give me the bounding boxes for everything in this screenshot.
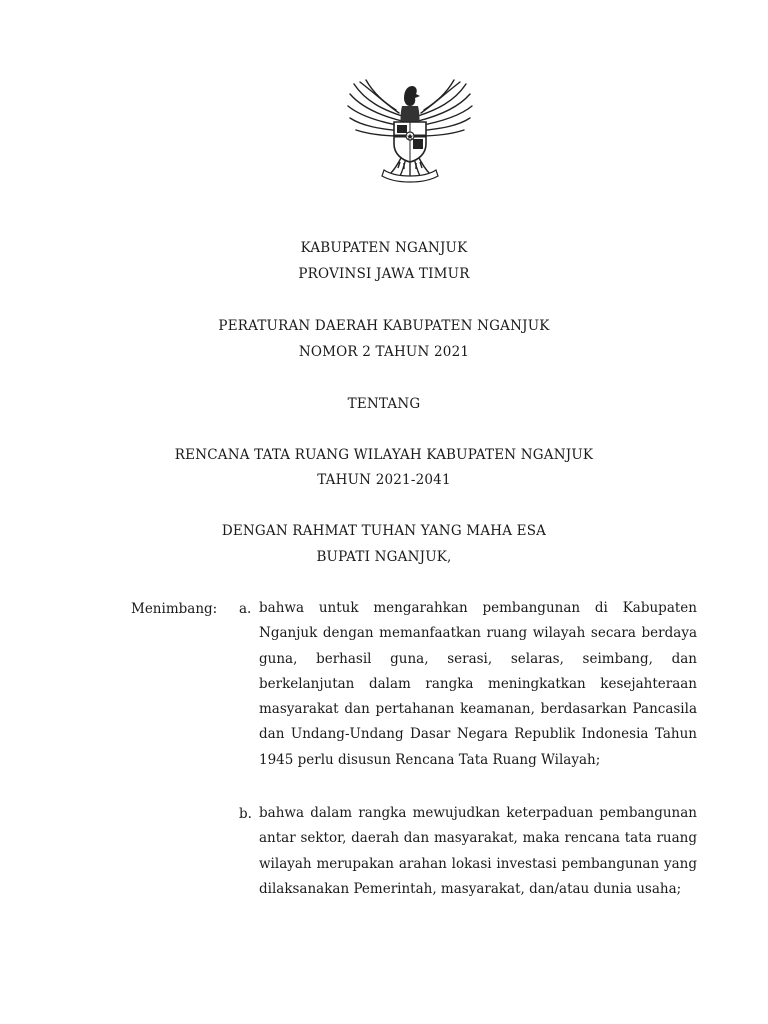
province-title: PROVINSI JAWA TIMUR bbox=[298, 266, 470, 282]
item-a-text: bahwa untuk mengarahkan pembangunan di Kabupaten Nganjuk dengan memanfaatkan ruang wilayah secara berdaya guna, berhasil guna, serasi, selaras, seimbang, dan berkelanjutan dalam rangka meningkatkan kesejahteraan masyarakat dan pertahanan keamanan, berdasarkan Pancasila dan Undang-Undang Dasar Negara Republik Indonesia Tahun 1945 perlu disusun Rencana Tata Ruang Wilayah; bbox=[259, 600, 697, 768]
garuda-emblem-icon bbox=[344, 74, 476, 186]
regency-title: KABUPATEN NGANJUK bbox=[300, 240, 468, 256]
regulation-title: PERATURAN DAERAH KABUPATEN NGANJUK bbox=[218, 318, 550, 334]
official-title: BUPATI NGANJUK, bbox=[316, 549, 452, 565]
considerations-label: Menimbang: bbox=[131, 601, 218, 617]
subject-title-line2: TAHUN 2021-2041 bbox=[317, 472, 451, 488]
about-heading: TENTANG bbox=[347, 396, 421, 412]
item-b-marker: b. bbox=[239, 806, 252, 822]
blessing-line: DENGAN RAHMAT TUHAN YANG MAHA ESA bbox=[221, 523, 547, 539]
item-a-marker: a. bbox=[239, 601, 252, 617]
item-b-text: bahwa dalam rangka mewujudkan keterpaduan pembangunan antar sektor, daerah dan masyarakat, maka rencana tata ruang wilayah merupakan arahan lokasi investasi pembangunan yang dilaksanakan Pemerintah, masyarakat, dan/atau dunia usaha; bbox=[259, 805, 697, 897]
regulation-number: NOMOR 2 TAHUN 2021 bbox=[298, 344, 470, 360]
subject-title-line1: RENCANA TATA RUANG WILAYAH KABUPATEN NGANJUK bbox=[174, 447, 594, 463]
